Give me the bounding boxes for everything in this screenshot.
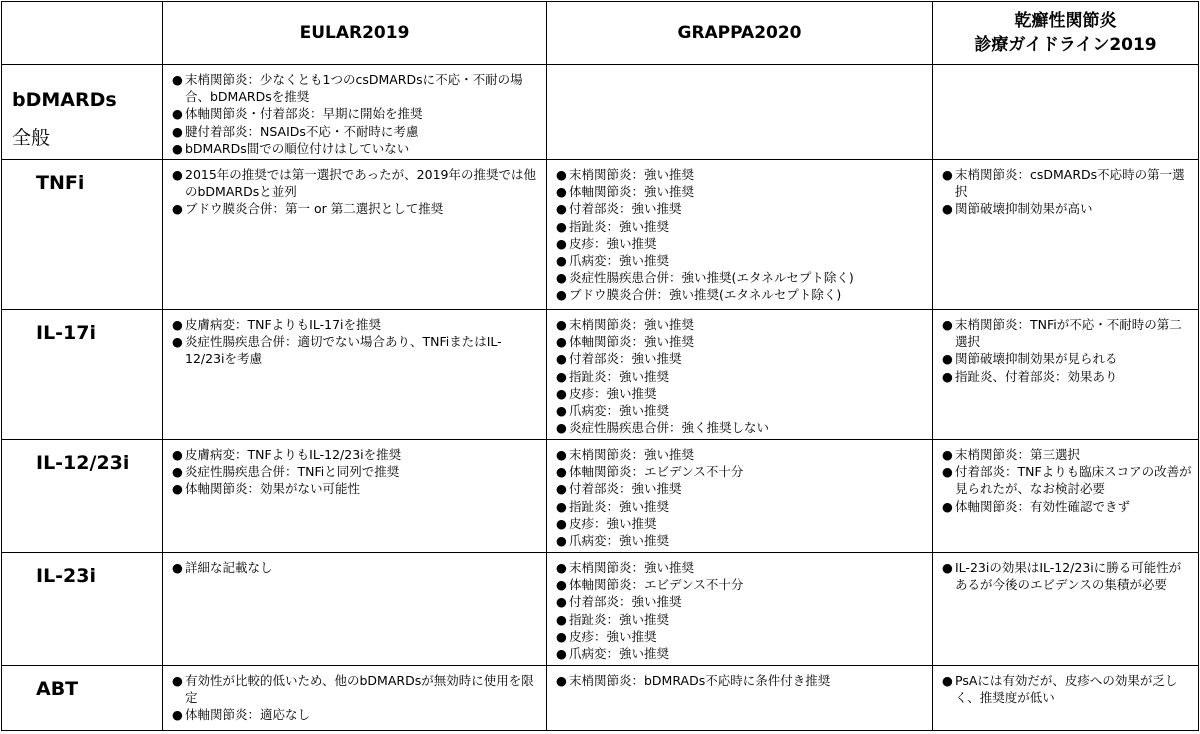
list-item	[556, 532, 926, 549]
list-item-text: 付着部炎：TNFよりも臨床スコアの改善が見られたが、なお検討必要	[955, 464, 1192, 497]
list-item	[556, 200, 926, 217]
bullet-icon: ●	[942, 498, 953, 514]
grappa-list	[547, 553, 932, 662]
bullet-icon: ●	[556, 447, 567, 462]
bullet-icon: ●	[172, 140, 183, 156]
bullet-icon: ●	[556, 270, 567, 286]
list-item	[172, 333, 540, 367]
list-item-text: 付着部炎：強い推奨	[569, 351, 682, 367]
row-label-cell	[2, 666, 163, 731]
list-item-text: 詳細な記載なし	[185, 560, 273, 575]
row-label-cell	[2, 553, 163, 666]
list-item-text: ブドウ膜炎合併：第一 or 第二選択として推奨	[185, 201, 444, 217]
bullet-icon: ●	[172, 201, 183, 217]
bullet-icon: ●	[942, 351, 953, 367]
list-item	[942, 166, 1192, 200]
list-item-text: 皮膚病変：TNFよりもIL-17iを推奨	[185, 317, 381, 332]
bullet-icon: ●	[556, 515, 567, 531]
row-label-line1: bDMARDs	[12, 89, 117, 111]
list-item	[556, 183, 926, 200]
bullet-icon: ●	[172, 464, 183, 480]
list-item-text: 2015年の推奨では第一選択であったが、2019年の推奨では他のbDMARDsと並列	[185, 167, 536, 200]
bullet-icon: ●	[942, 167, 953, 182]
guideline-comparison-table	[1, 1, 1199, 731]
grappa-list	[547, 160, 932, 304]
bullet-icon: ●	[556, 420, 567, 436]
list-item	[556, 316, 926, 333]
bullet-icon: ●	[942, 673, 953, 688]
eular-cell	[163, 65, 547, 160]
header-psa-guideline2019	[933, 2, 1199, 65]
list-item-text: 体軸関節炎：エビデンス不十分	[569, 577, 744, 593]
list-item	[172, 463, 540, 480]
jp-guideline-cell	[933, 440, 1199, 553]
bullet-icon: ●	[556, 253, 567, 269]
bullet-icon: ●	[172, 123, 183, 139]
list-item-text: 関節破壊抑制効果が見られる	[955, 351, 1118, 367]
jp-guideline-list	[933, 440, 1198, 515]
grappa-list	[547, 310, 932, 436]
list-item	[172, 166, 540, 200]
list-item	[172, 140, 540, 157]
bullet-icon: ●	[942, 368, 953, 384]
jp-guideline-list	[933, 553, 1198, 593]
list-item-text: 末梢関節炎：csDMARDs不応時の第一選択	[955, 167, 1185, 200]
list-item	[556, 166, 926, 183]
corner-cell	[2, 2, 163, 65]
bullet-icon: ●	[556, 287, 567, 303]
bullet-icon: ●	[556, 560, 567, 575]
list-item	[556, 235, 926, 252]
list-item	[556, 498, 926, 515]
eular-list	[163, 160, 546, 218]
bullet-icon: ●	[556, 594, 567, 610]
list-item	[556, 628, 926, 645]
list-item-text: PsAには有効だが、皮疹への効果が乏しく、推奨度が低い	[955, 673, 1178, 706]
row-label: TNFi	[36, 172, 85, 194]
bullet-icon: ●	[172, 447, 183, 462]
list-item	[556, 576, 926, 593]
jp-guideline-cell	[933, 65, 1199, 160]
list-item-text: 炎症性腸疾患合併：適切でない場合あり、TNFiまたはIL-12/23iを考慮	[185, 334, 502, 367]
bullet-icon: ●	[942, 317, 953, 332]
list-item	[172, 123, 540, 140]
list-item	[172, 105, 540, 122]
list-item-text: 付着部炎：強い推奨	[569, 594, 682, 610]
list-item	[172, 71, 540, 105]
list-item-text: 体軸関節炎：効果がない可能性	[185, 481, 361, 497]
list-item-text: 末梢関節炎：第三選択	[955, 447, 1081, 462]
row-label-cell	[2, 160, 163, 310]
list-item-text: ブドウ膜炎合併：強い推奨(エタネルセプト除く)	[569, 287, 842, 303]
list-item	[942, 350, 1192, 367]
list-item-text: 爪病変：強い推奨	[569, 403, 670, 419]
row-label-line2: 全般	[12, 127, 51, 149]
eular-list	[163, 666, 546, 724]
list-item	[556, 515, 926, 532]
row-il23i	[2, 553, 1199, 666]
list-item-text: 皮疹：強い推奨	[569, 385, 657, 401]
bullet-icon: ●	[172, 673, 183, 688]
bullet-icon: ●	[556, 464, 567, 480]
list-item	[556, 402, 926, 419]
list-item	[172, 559, 540, 576]
list-item	[556, 559, 926, 576]
list-item-text: 爪病変：強い推奨	[569, 533, 670, 549]
list-item-text: 体軸関節炎・付着部炎：早期に開始を推奨	[185, 106, 423, 122]
list-item-text: 体軸関節炎：エビデンス不十分	[569, 464, 744, 480]
list-item	[556, 218, 926, 235]
list-item	[172, 672, 540, 706]
list-item-text: 炎症性腸疾患合併：強く推奨しない	[569, 420, 770, 436]
list-item-text: 末梢関節炎：少なくとも1つのcsDMARDsに不応・不耐の場合、bDMARDsを推奨	[185, 72, 523, 105]
list-item	[172, 446, 540, 463]
bullet-icon: ●	[172, 707, 183, 723]
bullet-icon: ●	[942, 447, 953, 462]
row-abt	[2, 666, 1199, 731]
list-item-text: 体軸関節炎：有効性確認できず	[955, 498, 1131, 514]
list-item-text: 体軸関節炎：強い推奨	[569, 334, 695, 350]
list-item	[942, 368, 1192, 385]
list-item	[172, 200, 540, 217]
list-item	[556, 286, 926, 303]
list-item	[556, 593, 926, 610]
list-item-text: bDMARDs間での順位付けはしていない	[185, 140, 410, 156]
header-row	[2, 2, 1199, 65]
list-item	[942, 463, 1192, 497]
list-item	[556, 463, 926, 480]
grappa-cell	[547, 666, 933, 731]
list-item	[556, 385, 926, 402]
bullet-icon: ●	[556, 481, 567, 497]
list-item	[942, 200, 1192, 217]
bullet-icon: ●	[556, 351, 567, 367]
list-item	[942, 446, 1192, 463]
list-item	[172, 480, 540, 497]
list-item	[556, 611, 926, 628]
bullet-icon: ●	[172, 72, 183, 87]
list-item-text: 付着部炎：強い推奨	[569, 481, 682, 497]
list-item-text: 腱付着部炎：NSAIDs不応・不耐時に考慮	[185, 123, 419, 139]
bullet-icon: ●	[172, 481, 183, 497]
bullet-icon: ●	[172, 334, 183, 350]
bullet-icon: ●	[556, 646, 567, 662]
row-label-cell	[2, 65, 163, 160]
header-psa-line2: 診療ガイドライン2019	[974, 35, 1157, 55]
bullet-icon: ●	[556, 218, 567, 234]
row-label: ABT	[36, 678, 79, 700]
list-item-text: 指趾炎、付着部炎：効果あり	[955, 368, 1118, 384]
list-item	[942, 672, 1192, 706]
list-item-text: 指趾炎：強い推奨	[569, 368, 670, 384]
eular-list	[163, 310, 546, 368]
header-grappa2020: GRAPPA2020	[547, 2, 933, 65]
list-item	[556, 252, 926, 269]
row-label-cell	[2, 310, 163, 440]
list-item-text: 爪病変：強い推奨	[569, 646, 670, 662]
bullet-icon: ●	[556, 403, 567, 419]
list-item-text: 有効性が比較的低いため、他のbDMARDsが無効時に使用を限定	[185, 673, 534, 706]
eular-list	[163, 440, 546, 498]
list-item-text: 末梢関節炎：TNFiが不応・不耐時の第二選択	[955, 317, 1182, 350]
bullet-icon: ●	[556, 235, 567, 251]
list-item-text: 指趾炎：強い推奨	[569, 498, 670, 514]
list-item-text: 末梢関節炎：強い推奨	[569, 560, 695, 575]
header-eular2019: EULAR2019	[163, 2, 547, 65]
grappa-list	[547, 65, 932, 71]
eular-cell	[163, 440, 547, 553]
bullet-icon: ●	[556, 184, 567, 200]
list-item	[556, 419, 926, 436]
bullet-icon: ●	[556, 317, 567, 332]
bullet-icon: ●	[942, 201, 953, 217]
bullet-icon: ●	[556, 334, 567, 350]
list-item-text: 指趾炎：強い推奨	[569, 611, 670, 627]
list-item	[556, 350, 926, 367]
list-item	[172, 316, 540, 333]
grappa-cell	[547, 160, 933, 310]
eular-list	[163, 65, 546, 157]
list-item-text: 皮疹：強い推奨	[569, 628, 657, 644]
eular-list	[163, 553, 546, 576]
bullet-icon: ●	[942, 464, 953, 480]
jp-guideline-list	[933, 666, 1198, 706]
bullet-icon: ●	[942, 560, 953, 575]
list-item-text: 関節破壊抑制効果が高い	[955, 201, 1093, 217]
list-item-text: 末梢関節炎：強い推奨	[569, 447, 695, 462]
eular-cell	[163, 310, 547, 440]
eular-cell	[163, 553, 547, 666]
row-label: IL-23i	[36, 565, 97, 587]
list-item	[942, 559, 1192, 593]
grappa-cell	[547, 310, 933, 440]
jp-guideline-list	[933, 310, 1198, 385]
row-label-cell	[2, 440, 163, 553]
bullet-icon: ●	[556, 628, 567, 644]
grappa-cell	[547, 440, 933, 553]
jp-guideline-list	[933, 65, 1198, 71]
eular-cell	[163, 666, 547, 731]
bullet-icon: ●	[556, 385, 567, 401]
bullet-icon: ●	[172, 317, 183, 332]
list-item	[556, 645, 926, 662]
list-item-text: IL-23iの効果はIL-12/23iに勝る可能性があるが今後のエビデンスの集積が必要	[955, 560, 1182, 593]
list-item-text: 皮膚病変：TNFよりもIL-12/23iを推奨	[185, 447, 402, 462]
bullet-icon: ●	[556, 533, 567, 549]
bullet-icon: ●	[556, 498, 567, 514]
list-item-text: 皮疹：強い推奨	[569, 235, 657, 251]
list-item-text: 爪病変：強い推奨	[569, 253, 670, 269]
list-item-text: 指趾炎：強い推奨	[569, 218, 670, 234]
list-item-text: 末梢関節炎：強い推奨	[569, 317, 695, 332]
list-item	[556, 333, 926, 350]
bullet-icon: ●	[556, 577, 567, 593]
grappa-list	[547, 666, 932, 689]
list-item-text: 体軸関節炎：適応なし	[185, 707, 311, 723]
jp-guideline-cell	[933, 553, 1199, 666]
row-label: IL-17i	[36, 322, 97, 344]
list-item	[556, 446, 926, 463]
bullet-icon: ●	[556, 167, 567, 182]
list-item	[172, 706, 540, 723]
list-item	[942, 316, 1192, 350]
bullet-icon: ●	[556, 368, 567, 384]
list-item-text: 皮疹：強い推奨	[569, 515, 657, 531]
bullet-icon: ●	[556, 611, 567, 627]
eular-cell	[163, 160, 547, 310]
grappa-cell	[547, 553, 933, 666]
bullet-icon: ●	[556, 201, 567, 217]
bullet-icon: ●	[172, 560, 183, 575]
list-item-text: 炎症性腸疾患合併：TNFiと同列で推奨	[185, 464, 400, 480]
list-item	[556, 269, 926, 286]
grappa-list	[547, 440, 932, 549]
jp-guideline-list	[933, 160, 1198, 218]
header-psa-line1: 乾癬性関節炎	[1014, 11, 1117, 31]
row-tnfi	[2, 160, 1199, 310]
list-item-text: 末梢関節炎：bDMRADs不応時に条件付き推奨	[569, 673, 831, 688]
row-label: IL-12/23i	[36, 452, 130, 474]
bullet-icon: ●	[172, 167, 183, 182]
list-item-text: 末梢関節炎：強い推奨	[569, 167, 695, 182]
list-item	[942, 498, 1192, 515]
bullet-icon: ●	[556, 673, 567, 688]
row-bdmards-general	[2, 65, 1199, 160]
list-item-text: 炎症性腸疾患合併：強い推奨(エタネルセプト除く)	[569, 270, 854, 286]
jp-guideline-cell	[933, 160, 1199, 310]
list-item	[556, 672, 926, 689]
grappa-cell	[547, 65, 933, 160]
row-label	[2, 65, 162, 157]
list-item-text: 付着部炎：強い推奨	[569, 201, 682, 217]
bullet-icon: ●	[172, 106, 183, 122]
row-il12-23i	[2, 440, 1199, 553]
jp-guideline-cell	[933, 666, 1199, 731]
jp-guideline-cell	[933, 310, 1199, 440]
list-item	[556, 368, 926, 385]
list-item	[556, 480, 926, 497]
row-il17i	[2, 310, 1199, 440]
list-item-text: 体軸関節炎：強い推奨	[569, 184, 695, 200]
